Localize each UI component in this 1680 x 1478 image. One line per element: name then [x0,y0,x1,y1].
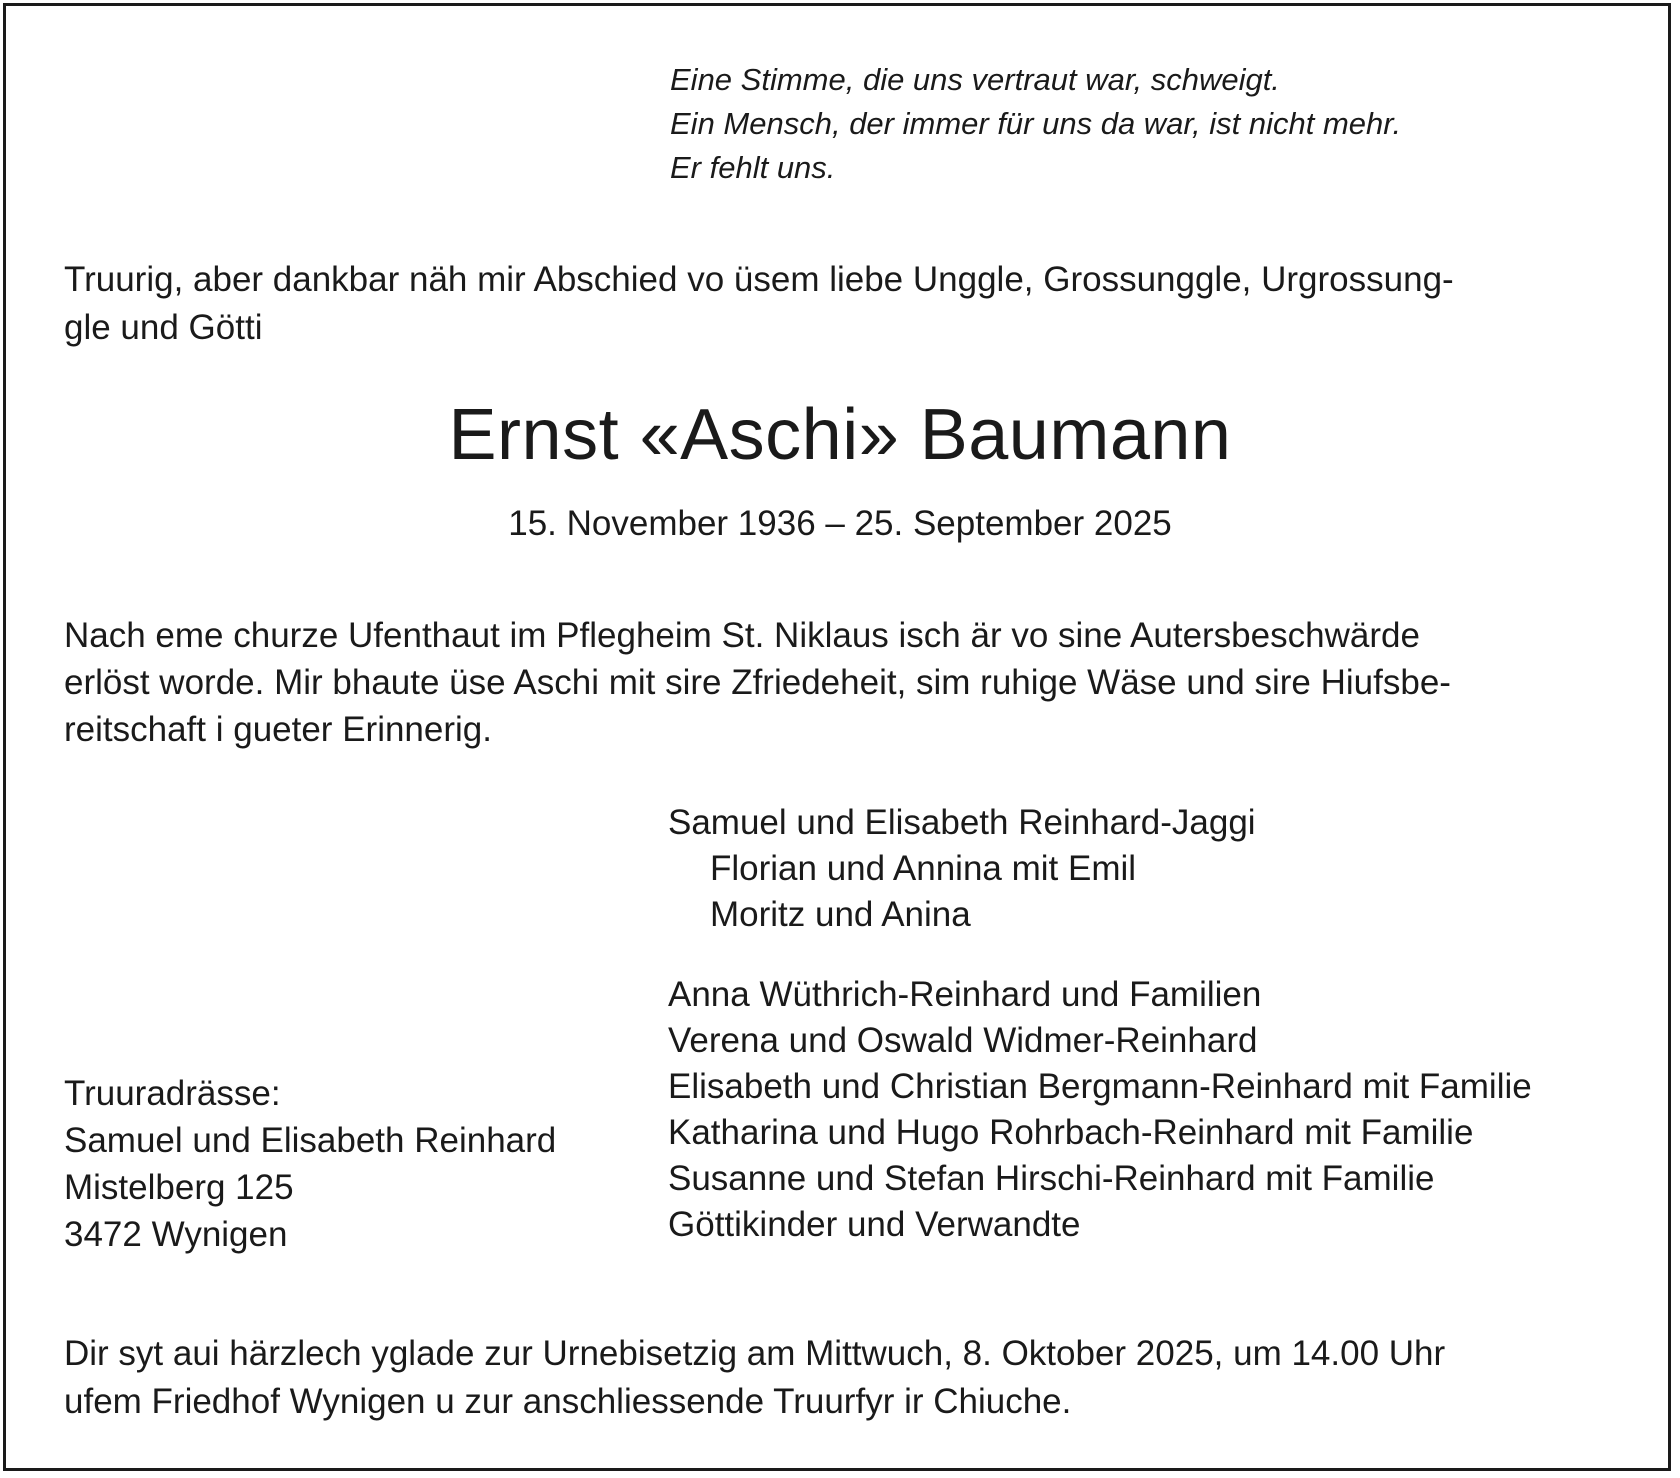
mourner-entry: Florian und Annina mit Emil [710,849,1137,888]
intro-paragraph [64,256,1620,352]
mourners-list [668,800,1532,1248]
mourner-entry: Susanne und Stefan Hirschi-Reinhard mit Familie [668,1159,1435,1198]
motto-line: Er fehlt uns. [670,150,836,185]
address-city: 3472 Wynigen [64,1215,288,1254]
mourner-entry: Göttikinder und Verwandte [668,1205,1081,1244]
mourners-group-1 [668,800,1532,938]
mourner-entry: Anna Wüthrich-Reinhard und Familien [668,975,1262,1014]
deceased-name: Ernst «Aschi» Baumann [448,395,1232,475]
motto-quote [670,58,1401,190]
mourning-address [64,1070,556,1258]
mourner-entry: Elisabeth und Christian Bergmann-Reinhard mit Familie [668,1067,1532,1106]
invitation-line: ufem Friedhof Wynigen u zur anschliessende Truurfyr ir Chiuche. [64,1382,1072,1421]
body-line: erlöst worde. Mir bhaute üse Aschi mit sire Zfriedeheit, sim ruhige Wäse und sire Hiufsbe- [64,663,1451,702]
mourner-entry: Katharina und Hugo Rohrbach-Reinhard mit Familie [668,1113,1474,1152]
motto-line: Ein Mensch, der immer für uns da war, ist nicht mehr. [670,106,1402,141]
body-paragraph [64,612,1620,753]
mourner-entry: Verena und Oswald Widmer-Reinhard [668,1021,1258,1060]
invitation-line: Dir syt aui härzlech yglade zur Urnebisetzig am Mittwuch, 8. Oktober 2025, um 14.00 Uhr [64,1334,1446,1373]
motto-line: Eine Stimme, die uns vertraut war, schweigt. [670,62,1280,97]
body-line: Nach eme churze Ufenthaut im Pflegheim St. Niklaus isch är vo sine Autersbeschwärde [64,616,1420,655]
body-line: reitschaft i gueter Erinnerig. [64,710,492,749]
life-dates: 15. November 1936 – 25. September 2025 [508,504,1172,543]
mourner-entry: Moritz und Anina [710,895,971,934]
address-label: Truuradrässe: [64,1074,281,1113]
address-name: Samuel und Elisabeth Reinhard [64,1121,557,1160]
funeral-invitation [64,1330,1620,1426]
intro-line: gle und Götti [64,308,263,347]
intro-line: Truurig, aber dankbar näh mir Abschied vo üsem liebe Unggle, Grossunggle, Urgrossung- [64,260,1454,299]
mourners-group-2 [668,972,1532,1248]
mourner-entry: Samuel und Elisabeth Reinhard-Jaggi [668,803,1256,842]
address-street: Mistelberg 125 [64,1168,294,1207]
